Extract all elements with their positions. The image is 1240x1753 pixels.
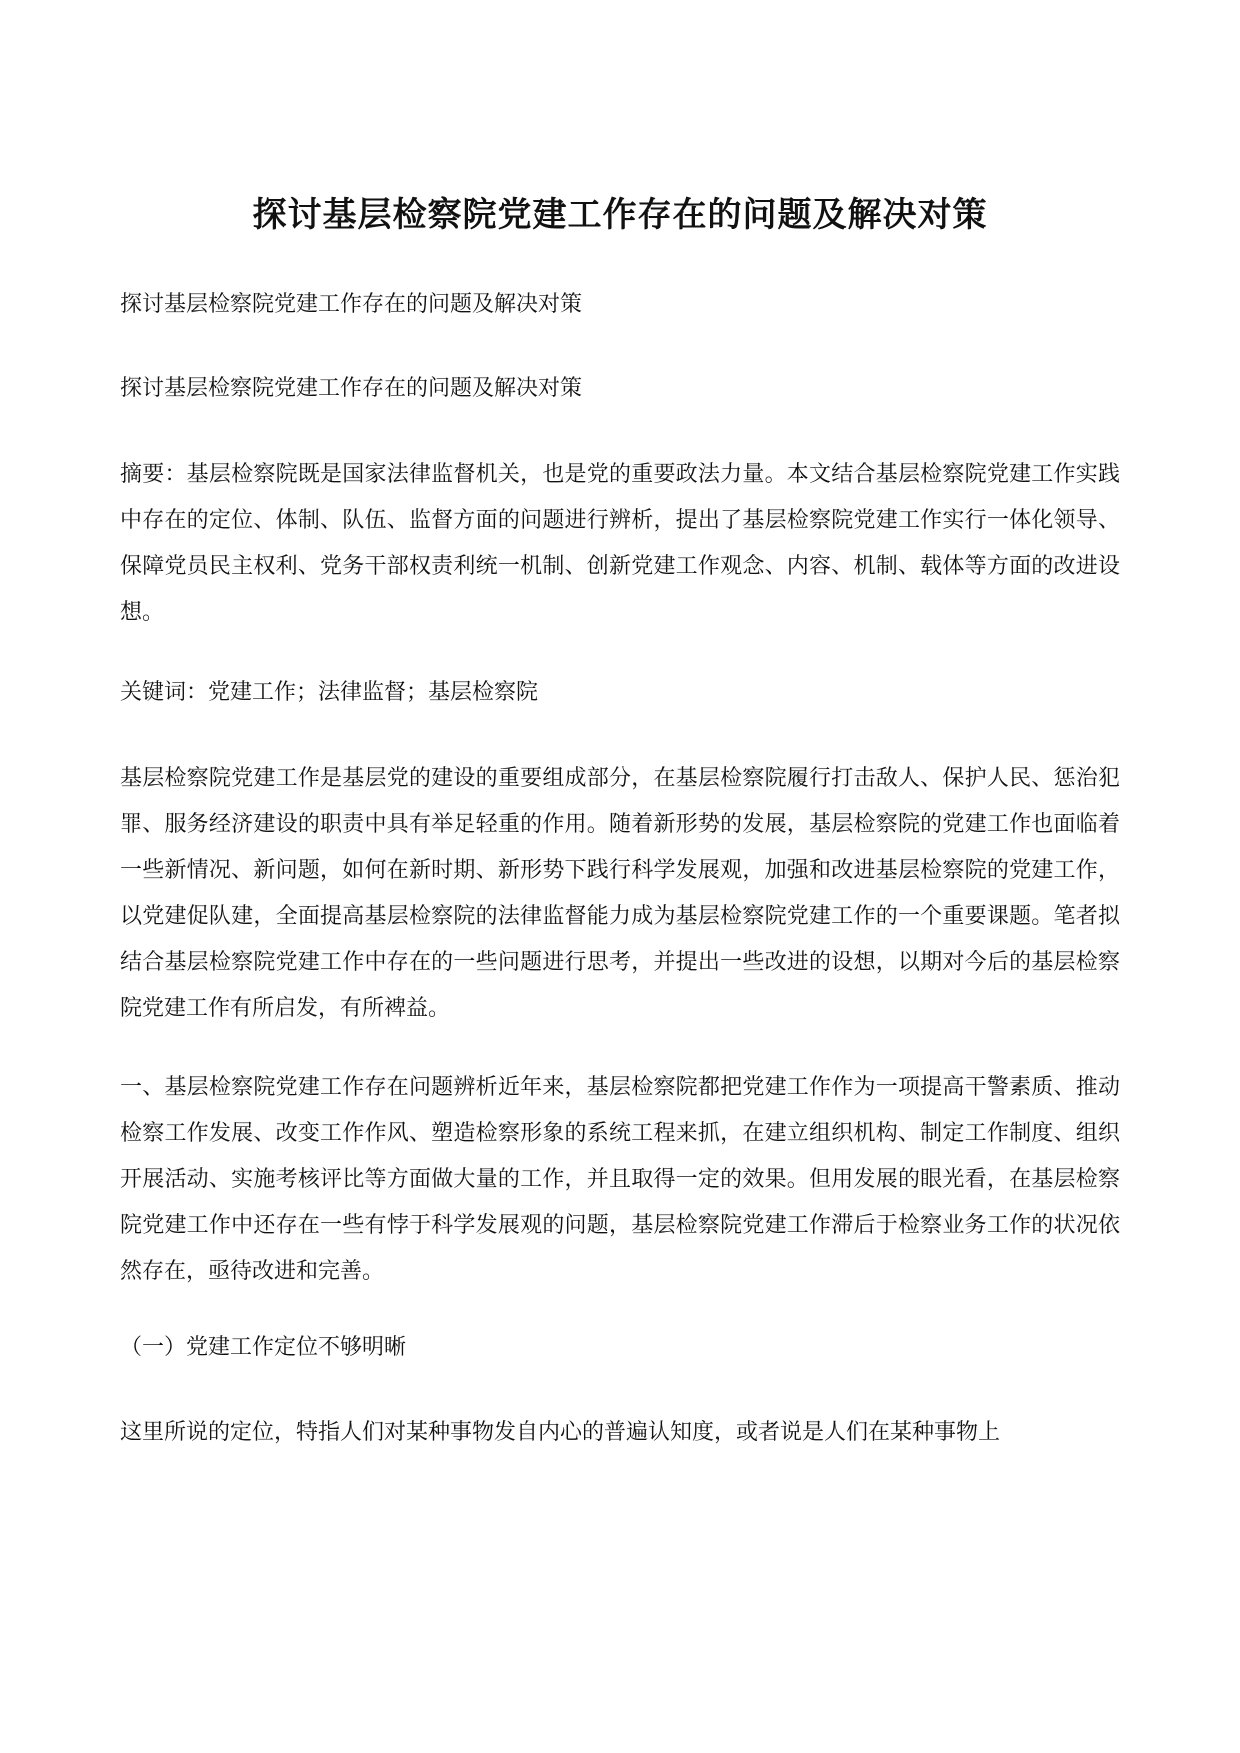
intro-paragraph: 基层检察院党建工作是基层党的建设的重要组成部分，在基层检察院履行打击敌人、保护人民、惩治犯罪、服务经济建设的职责中具有举足轻重的作用。随着新形势的发展，基层检察院的党建工作也面临着一些新情况、新问题，如何在新时期、新形势下践行科学发展观，加强和改进基层检察院的党建工作，以党建促队建，全面提高基层检察院的法律监督能力成为基层检察院党建工作的一个重要课题。笔者拟结合基层检察院党建工作中存在的一些问题进行思考，并提出一些改进的设想，以期对今后的基层检察院党建工作有所启发，有所裨益。 bbox=[120, 766, 1120, 1021]
body-paragraph-last: 这里所说的定位，特指人们对某种事物发自内心的普遍认知度，或者说是人们在某种事物上 bbox=[120, 1420, 1001, 1445]
section-1-paragraph: 一、基层检察院党建工作存在问题辨析近年来，基层检察院都把党建工作作为一项提高干警素质、推动检察工作发展、改变工作作风、塑造检察形象的系统工程来抓，在建立组织机构、制定工作制度、组织开展活动、实施考核评比等方面做大量的工作，并且取得一定的效果。但用发展的眼光看，在基层检察院党建工作中还存在一些有悖于科学发展观的问题，基层检察院党建工作滞后于检察业务工作的状况依然存在，亟待改进和完善。 bbox=[120, 1075, 1120, 1284]
subtitle-line-1: 探讨基层检察院党建工作存在的问题及解决对策 bbox=[120, 292, 583, 317]
abstract-paragraph: 摘要：基层检察院既是国家法律监督机关，也是党的重要政法力量。本文结合基层检察院党建工作实践中存在的定位、体制、队伍、监督方面的问题进行辨析，提出了基层检察院党建工作实行一体化领导、保障党员民主权利、党务干部权责利统一机制、创新党建工作观念、内容、机制、载体等方面的改进设想。 bbox=[120, 462, 1120, 625]
document-title: 探讨基层检察院党建工作存在的问题及解决对策 bbox=[252, 195, 988, 235]
subtitle-line-2: 探讨基层检察院党建工作存在的问题及解决对策 bbox=[120, 376, 583, 401]
keywords-line: 关键词：党建工作；法律监督；基层检察院 bbox=[120, 680, 539, 705]
subsection-1-heading: （一）党建工作定位不够明晰 bbox=[120, 1335, 407, 1360]
